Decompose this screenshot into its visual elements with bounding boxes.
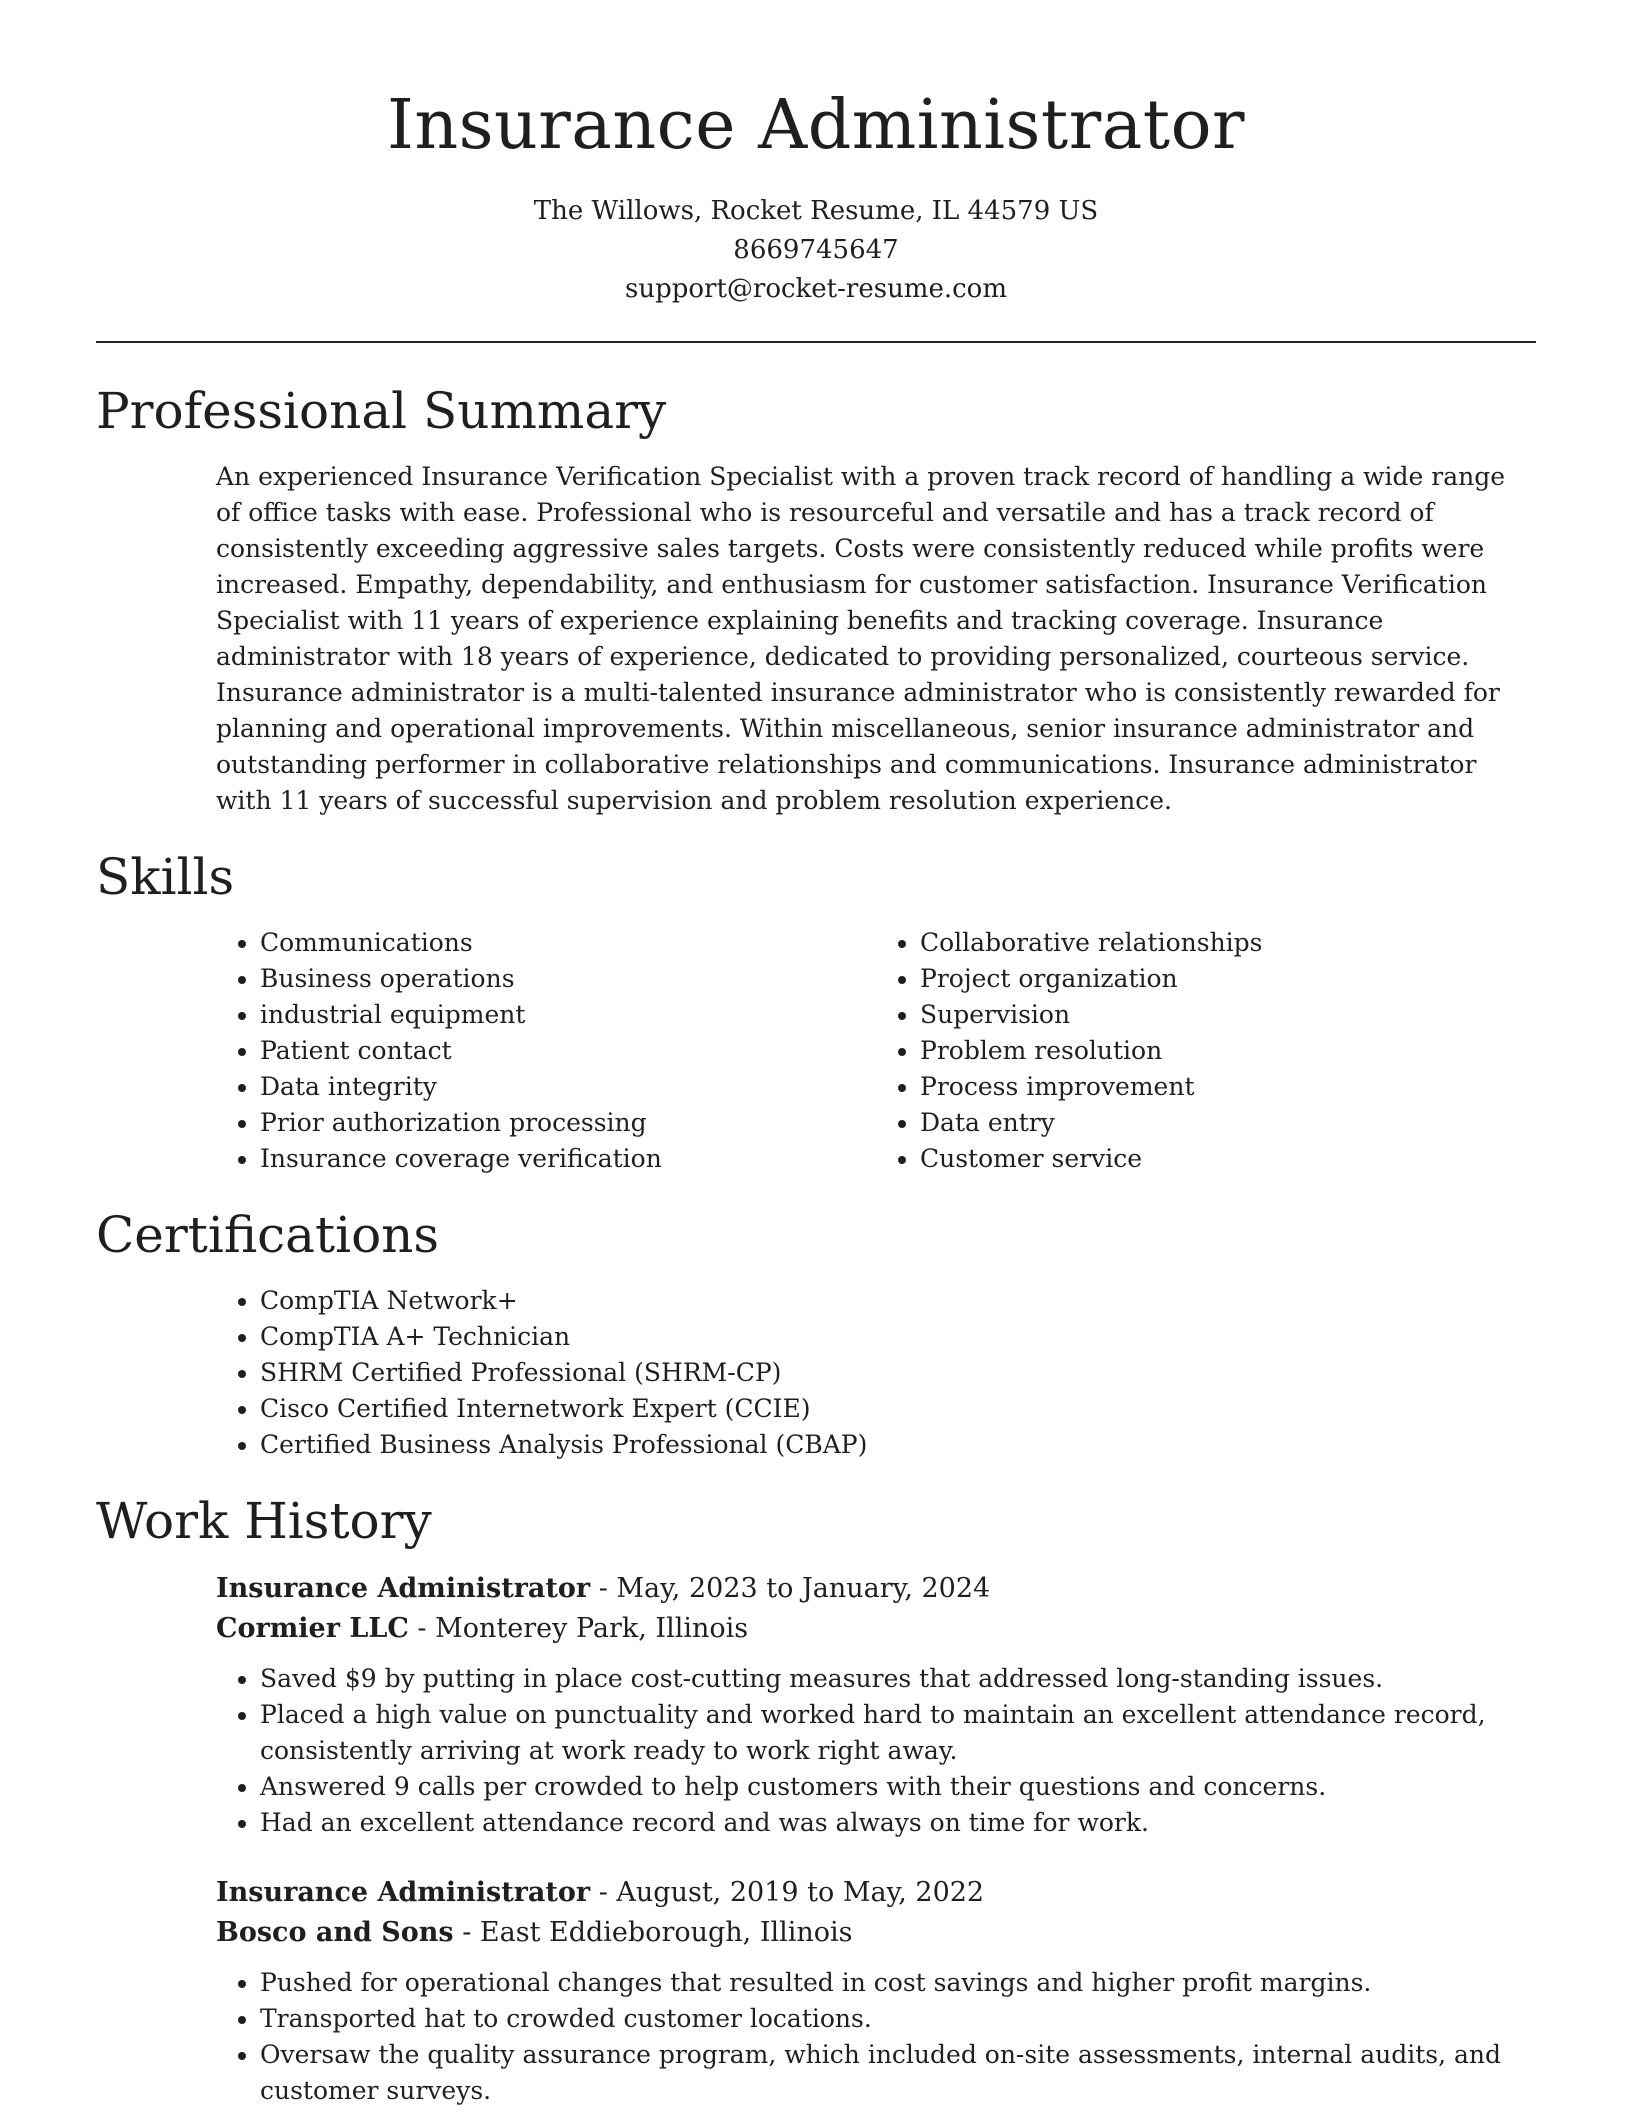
skill-item: • Prior authorization processing <box>260 1105 876 1141</box>
job-bullets <box>216 1661 1536 1841</box>
job-dates: - August, 2019 to May, 2022 <box>590 1877 985 1908</box>
certification-item: • Certified Business Analysis Professional (CBAP) <box>260 1427 1536 1463</box>
skills-column-left <box>216 925 876 1177</box>
certifications-bullets <box>216 1283 1536 1463</box>
skill-item: • Business operations <box>260 961 876 997</box>
job-bullet: • Oversaw the quality assurance program, which included on-site assessments, internal audits, and customer surveys. <box>260 2037 1536 2109</box>
candidate-name: Insurance Administrator <box>386 86 1246 165</box>
job-company-line <box>216 1609 1536 1649</box>
job-bullet: • Placed a high value on punctuality and worked hard to maintain an excellent attendance record, consistently arriving at work ready to work right away. <box>260 1697 1536 1769</box>
job-title-line <box>216 1873 1536 1913</box>
section-title-work-history: Work History <box>96 1492 432 1550</box>
certifications-list <box>216 1283 1536 1463</box>
job-role: Insurance Administrator <box>216 1877 591 1908</box>
job-bullet: • Answered 9 calls per crowded to help customers with their questions and concerns. <box>260 1769 1536 1805</box>
job-bullet: • Saved $9 by putting in place cost-cutting measures that addressed long-standing issues. <box>260 1661 1536 1697</box>
job-entry <box>216 1569 1536 1841</box>
skill-item: • industrial equipment <box>260 997 876 1033</box>
job-title-line <box>216 1569 1536 1609</box>
summary-text: An experienced Insurance Verification Specialist with a proven track record of handling a wide range of office tasks with ease. Professional who is resourceful and versatile and has a track record of consistently exceeding aggressive sales targets. Costs were consistently reduced while profits were increased. Empathy, dependability, and enthusiasm for customer satisfaction. Insurance Verification Specialist with 11 years of experience explaining benefits and tracking coverage. Insurance administrator with 18 years of experience, dedicated to providing personalized, courteous service. Insurance administrator is a multi-talented insurance administrator who is consistently rewarded for planning and operational improvements. Within miscellaneous, senior insurance administrator and outstanding performer in collaborative relationships and communications. Insurance administrator with 11 years of successful supervision and problem resolution experience. <box>216 462 1506 815</box>
job-company: Cormier LLC <box>216 1613 409 1644</box>
contact-phone: 8669745647 <box>733 235 899 265</box>
skill-item: • Customer service <box>920 1141 1536 1177</box>
job-bullet: • Had an excellent attendance record and was always on time for work. <box>260 1805 1536 1841</box>
skill-item: • Communications <box>260 925 876 961</box>
contact-email: support@rocket-resume.com <box>624 274 1007 304</box>
header-divider <box>96 341 1536 343</box>
skills-list <box>216 925 1536 1177</box>
skill-item: • Patient contact <box>260 1033 876 1069</box>
certification-item: • CompTIA Network+ <box>260 1283 1536 1319</box>
job-location: - East Eddieborough, Illinois <box>453 1917 853 1948</box>
certification-item: • CompTIA A+ Technician <box>260 1319 1536 1355</box>
skill-item: • Insurance coverage verification <box>260 1141 876 1177</box>
skill-item: • Project organization <box>920 961 1536 997</box>
skill-item: • Process improvement <box>920 1069 1536 1105</box>
job-bullet: • Transported hat to crowded customer locations. <box>260 2001 1536 2037</box>
job-dates: - May, 2023 to January, 2024 <box>590 1573 991 1604</box>
skills-column-right <box>876 925 1536 1177</box>
section-title-skills: Skills <box>96 848 235 906</box>
job-location: - Monterey Park, Illinois <box>408 1613 749 1644</box>
skill-item: • Problem resolution <box>920 1033 1536 1069</box>
job-role: Insurance Administrator <box>216 1573 591 1604</box>
job-bullet: • Pushed for operational changes that resulted in cost savings and higher profit margins. <box>260 1965 1536 2001</box>
job-company: Bosco and Sons <box>216 1917 454 1948</box>
resume-header <box>96 0 1536 309</box>
certification-item: • Cisco Certified Internetwork Expert (CCIE) <box>260 1391 1536 1427</box>
section-title-summary: Professional Summary <box>96 382 667 440</box>
summary-body <box>216 459 1536 819</box>
section-title-certifications: Certifications <box>96 1206 440 1264</box>
job-bullets <box>216 1965 1536 2109</box>
skill-item: • Data entry <box>920 1105 1536 1141</box>
skill-item: • Supervision <box>920 997 1536 1033</box>
contact-address: The Willows, Rocket Resume, IL 44579 US <box>533 196 1099 226</box>
skill-item: • Collaborative relationships <box>920 925 1536 961</box>
contact-info <box>96 192 1536 309</box>
job-company-line <box>216 1913 1536 1953</box>
certification-item: • SHRM Certified Professional (SHRM-CP) <box>260 1355 1536 1391</box>
skill-item: • Data integrity <box>260 1069 876 1105</box>
job-entry <box>216 1873 1536 2109</box>
